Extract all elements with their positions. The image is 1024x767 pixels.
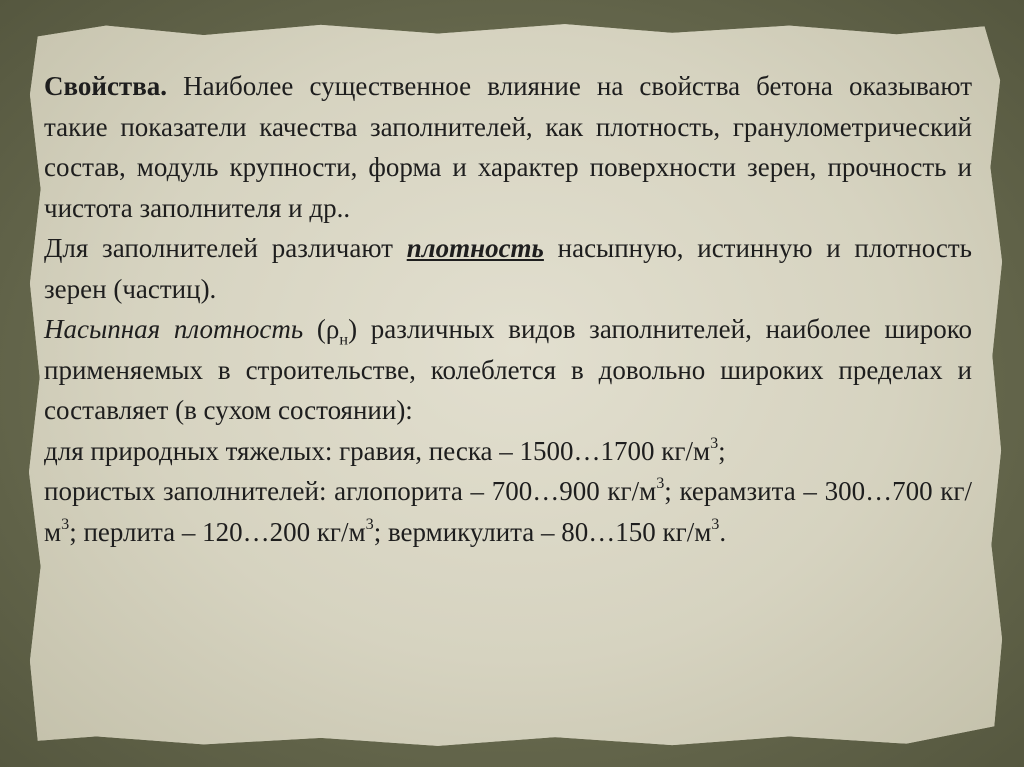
porous-end: . xyxy=(719,516,727,547)
density-emphasis: плотность xyxy=(406,233,544,263)
slide-body xyxy=(44,66,972,552)
paragraph-properties xyxy=(44,66,972,228)
bulk-density-subscript: н xyxy=(339,330,349,349)
porous-sep-2: ; xyxy=(69,516,84,547)
paragraph-properties-text: Наиболее существенное влияние на свойства бетона оказывают такие показатели качества заполнителей, как плотность, гранулометрический состав, модуль крупности, форма и характер поверхности зерен, прочность и чистота заполнителя и др.. xyxy=(44,71,972,223)
paragraph-porous-aggregates xyxy=(44,471,972,552)
heavy-aggregates-text: для природных тяжелых: гравия, песка – 1500…1700 кг/м xyxy=(44,435,711,466)
porous-perlite-sup: 3 xyxy=(365,514,374,533)
porous-sep-1: ; xyxy=(664,476,680,506)
porous-agloporite-sup: 3 xyxy=(656,474,665,493)
porous-vermiculite-sup: 3 xyxy=(711,514,720,533)
heavy-aggregates-sup: 3 xyxy=(710,433,719,452)
paragraph-bulk-density xyxy=(44,309,972,431)
bulk-density-text: ) различных видов заполнителей, наиболее широко применяемых в строительстве, колеблется в довольно широких пределах и составляет (в сухом состоянии): xyxy=(44,314,973,425)
density-text-before: Для заполнителей различают xyxy=(44,233,407,263)
heavy-aggregates-end: ; xyxy=(718,435,726,466)
density-text-after: насыпную, истинную и плотность зерен (частиц). xyxy=(44,233,972,304)
porous-agloporite: пористых заполнителей: аглопорита – 700…900 кг/м xyxy=(44,476,657,506)
porous-vermiculite: вермикулита – 80…150 кг/м xyxy=(387,516,712,547)
line-heavy-aggregates xyxy=(44,431,972,472)
section-title: Свойства. xyxy=(44,71,168,101)
bulk-density-term: Насыпная плотность xyxy=(44,314,304,344)
paragraph-density xyxy=(44,228,972,309)
porous-perlite: перлита – 120…200 кг/м xyxy=(83,516,366,547)
porous-sep-3: ; xyxy=(373,516,388,547)
bulk-density-symbol: (ρ xyxy=(303,314,340,344)
porous-keramzit: керамзита – 300…700 кг/м xyxy=(44,476,972,547)
porous-keramzit-sup: 3 xyxy=(61,514,70,533)
